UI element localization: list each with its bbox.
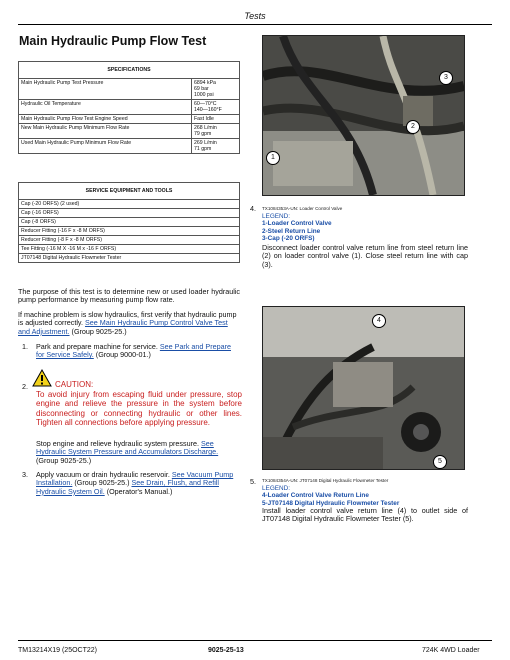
callout-5: 5 (433, 455, 447, 469)
slow-hydraulics-paragraph: If machine problem is slow hydraulics, first verify that hydraulic pump is adjusted correctly. See Main Hydraulic Pump Control Valve Test and Adjustment. (Group 9025-25.) (18, 310, 237, 336)
page-title: Main Hydraulic Pump Flow Test (19, 34, 207, 48)
specifications-heading: SPECIFICATIONS (19, 62, 240, 79)
step-2-number: 2. (22, 382, 28, 391)
table-row: Reducer Fitting (-8 F x -8 M ORFS) (19, 236, 240, 245)
table-row: Cap (-16 ORFS) (19, 209, 240, 218)
legend-2: LEGEND: 4-Loader Control Valve Return Line 5-JT07148 Digital Hydraulic Flowmeter Tester (262, 485, 400, 507)
flowmeter-tester-photo (262, 306, 465, 470)
table-row: JT07148 Digital Hydraulic Flowmeter Tester (19, 254, 240, 263)
step-4-number: 4. (250, 204, 256, 213)
link-vacuum-pump[interactable]: See Vacuum Pump Installation. (36, 470, 234, 488)
footer-model: 724K 4WD Loader (422, 647, 480, 654)
table-row: Main Hydraulic Pump Flow Test Engine Speed Fast Idle (19, 115, 240, 124)
footer-page-number: 9025-25-13 (208, 647, 244, 654)
tools-heading: SERVICE EQUIPMENT AND TOOLS (19, 183, 240, 200)
flowmeter-photo-illustration (263, 307, 464, 469)
callout-3: 3 (439, 71, 453, 85)
figure-1-caption: TX1084353A-UN: Loader Control Valve (262, 206, 343, 211)
callout-2: 2 (406, 120, 420, 134)
step-5-number: 5. (250, 477, 256, 486)
caution-text: To avoid injury from escaping fluid under pressure, stop engine and relieve the pressure in the system before disconnecting or connecting hydraulic or other lines. Tighten all connections before applying pressure. (36, 390, 242, 428)
specifications-table (18, 61, 240, 154)
page-header: Tests (244, 11, 266, 21)
footer-rule (18, 640, 492, 641)
header-rule (18, 24, 492, 25)
callout-4: 4 (372, 314, 386, 328)
footer-doc-id: TM13214X19 (25OCT22) (18, 647, 97, 654)
step-4-text: Disconnect loader control valve return line from steel return line (2) on loader control valve (1). Close steel return line with cap (3). (262, 243, 468, 269)
table-row: Reducer Fitting (-16 F x -8 M ORFS) (19, 227, 240, 236)
callout-1: 1 (266, 151, 280, 165)
legend-1: LEGEND: 1-Loader Control Valve 2-Steel Return Line 3-Cap (-20 ORFS) (262, 213, 332, 243)
link-park-and-prepare[interactable]: See Park and Prepare for Service Safely. (36, 342, 231, 360)
table-row: New Main Hydraulic Pump Minimum Flow Rate 268 L/min 79 gpm (19, 124, 240, 139)
table-row: Tee Fitting (-16 M X -16 M x -16 F ORFS) (19, 245, 240, 254)
table-row: Cap (-20 ORFS) (2 used) (19, 200, 240, 209)
valve-photo-illustration (263, 36, 464, 195)
caution-triangle-icon (32, 369, 52, 387)
table-row: Cap (-8 ORFS) (19, 218, 240, 227)
service-tools-table (18, 182, 240, 263)
step-3-number: 3. (22, 470, 28, 479)
purpose-paragraph: The purpose of this test is to determine new or used loader hydraulic pump performance by measuring pump flow rate. (18, 287, 240, 305)
step-1-number: 1. (22, 342, 28, 351)
loader-control-valve-photo (262, 35, 465, 196)
table-row: Main Hydraulic Pump Test Pressure 6894 kPa 69 bar 1000 psi (19, 79, 240, 100)
table-row: Used Main Hydraulic Pump Minimum Flow Rate 269 L/min 71 gpm (19, 139, 240, 154)
table-row: Hydraulic Oil Temperature 60—70°C 140—160°F (19, 100, 240, 115)
caution-label: CAUTION: (55, 380, 94, 389)
step-1: Park and prepare machine for service. See Park and Prepare for Service Safely. (Group 9000-01.) (36, 342, 231, 360)
step-3: Apply vacuum or drain hydraulic reservoir. See Vacuum Pump Installation. (Group 9025-25.) See Drain, Flush, and Refill Hydraulic System Oil. (Operator's Manual.) (36, 470, 234, 496)
link-pressure-discharge[interactable]: See Hydraulic System Pressure and Accumulators Discharge. (36, 439, 219, 457)
step-5-text: Install loader control valve return line (4) to outlet side of JT07148 Digital Hydraulic Flowmeter Tester (5). (262, 506, 468, 524)
figure-2-caption: TX1084354A-UN: JT07148 Digital Hydraulic Flowmeter Tester (262, 478, 389, 483)
step-2: Stop engine and relieve hydraulic system pressure. See Hydraulic System Pressure and Accumulators Discharge. (Group 9025-25.) (36, 439, 219, 465)
link-drain-flush-refill[interactable]: See Drain, Flush, and Refill Hydraulic System Oil. (36, 478, 219, 496)
link-pump-control-valve-test[interactable]: See Main Hydraulic Pump Control Valve Test and Adjustment. (18, 318, 228, 336)
